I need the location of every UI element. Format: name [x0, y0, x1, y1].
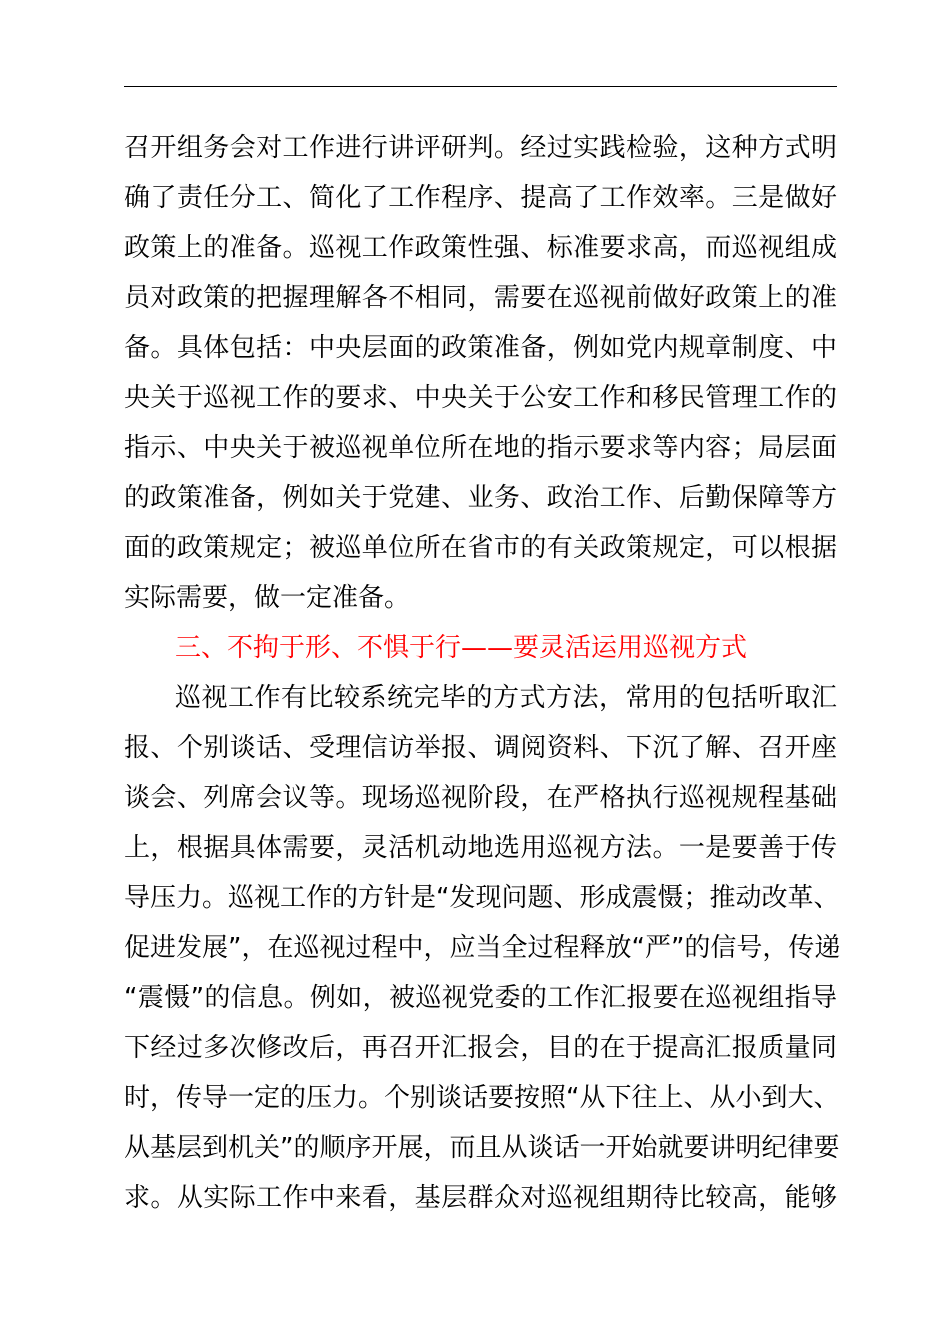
paragraph-line: 备。具体包括：中央层面的政策准备，例如党内规章制度、中: [124, 333, 837, 363]
paragraph-line: 谈会、列席会议等。现场巡视阶段，在严格执行巡视规程基础: [124, 783, 837, 813]
paragraph-line: “震慑”的信息。例如，被巡视党委的工作汇报要在巡视组指导: [124, 983, 837, 1013]
paragraph-line: 促进发展”，在巡视过程中，应当全过程释放“严”的信号，传递: [124, 933, 841, 963]
section-heading: 三、不拘于形、不惧于行——要灵活运用巡视方式: [175, 633, 748, 663]
paragraph-line: 召开组务会对工作进行讲评研判。经过实践检验，这种方式明: [124, 133, 837, 163]
paragraph-line: 确了责任分工、简化了工作程序、提高了工作效率。三是做好: [124, 183, 837, 213]
paragraph-line: 报、个别谈话、受理信访举报、调阅资料、下沉了解、召开座: [124, 733, 837, 763]
paragraph-line: 导压力。巡视工作的方针是“发现问题、形成震慑；推动改革、: [124, 883, 840, 913]
paragraph-line: 央关于巡视工作的要求、中央关于公安工作和移民管理工作的: [124, 383, 837, 413]
paragraph-line: 面的政策规定；被巡单位所在省市的有关政策规定，可以根据: [124, 533, 837, 563]
paragraph-line: 上，根据具体需要，灵活机动地选用巡视方法。一是要善于传: [124, 833, 837, 863]
paragraph-line: 下经过多次修改后，再召开汇报会，目的在于提高汇报质量同: [124, 1033, 837, 1063]
paragraph-line: 时，传导一定的压力。个别谈话要按照“从下往上、从小到大、: [124, 1083, 840, 1113]
paragraph-line: 员对政策的把握理解各不相同，需要在巡视前做好政策上的准: [124, 283, 837, 313]
paragraph-line: 指示、中央关于被巡视单位所在地的指示要求等内容；局层面: [124, 433, 837, 463]
paragraph-line: 巡视工作有比较系统完毕的方式方法，常用的包括听取汇: [175, 683, 837, 713]
paragraph-line: 实际需要，做一定准备。: [124, 583, 411, 613]
paragraph-line: 从基层到机关”的顺序开展，而且从谈话一开始就要讲明纪律要: [124, 1133, 840, 1163]
header-rule: [124, 86, 837, 87]
paragraph-line: 的政策准备，例如关于党建、业务、政治工作、后勤保障等方: [124, 483, 837, 513]
paragraph-line: 政策上的准备。巡视工作政策性强、标准要求高，而巡视组成: [124, 233, 837, 263]
paragraph-line: 求。从实际工作中来看，基层群众对巡视组期待比较高，能够: [124, 1183, 837, 1213]
